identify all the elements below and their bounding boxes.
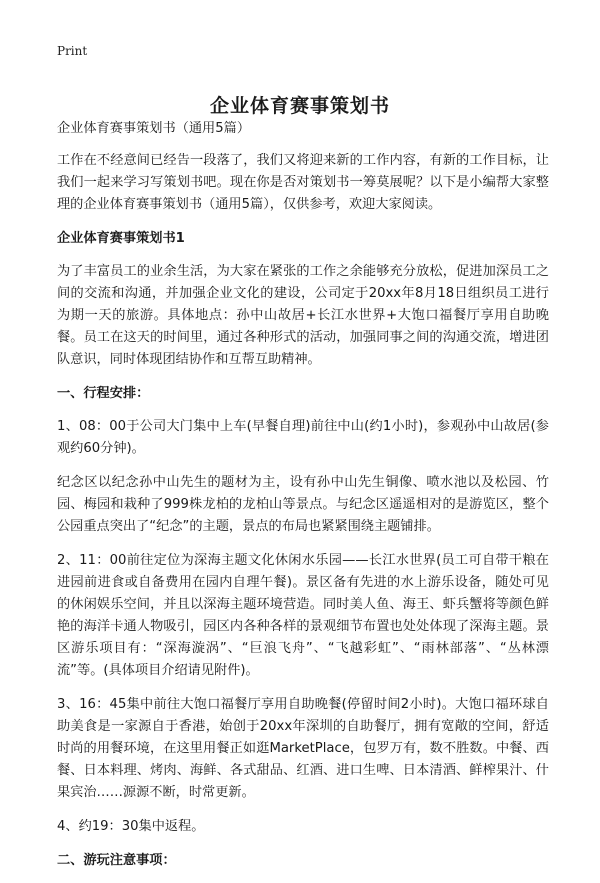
document-body (57, 118, 549, 883)
intro-paragraph: 工作在不经意间已经告一段落了，我们又将迎来新的工作内容，有新的工作目标，让我们一起来学习写策划书吧。现在你是否对策划书一筹莫展呢？以下是小编帮大家整理的企业体育赛事策划书（通用5篇），仅供参考，欢迎大家阅读。 (57, 153, 549, 212)
itinerary-heading: 一、行程安排： (57, 386, 150, 401)
page-title: 企业体育赛事策划书 (209, 94, 390, 117)
section-heading-1: 企业体育赛事策划书1 (57, 231, 185, 246)
document-subtitle: 企业体育赛事策划书（通用5篇） (57, 121, 251, 136)
print-link[interactable]: Print (57, 44, 88, 58)
itinerary-item-1-detail: 纪念区以纪念孙中山先生的题材为主，设有孙中山先生铜像、喷水池以及松园、竹园、梅园和栽种了999株龙柏的龙柏山等景点。与纪念区遥遥相对的是游览区，整个公园重点突出了“纪念”的主题，景点的布局也紧紧围绕主题铺排。 (57, 475, 549, 534)
notes-heading: 二、游玩注意事项： (57, 853, 176, 868)
section1-paragraph: 为了丰富员工的业余生活，为大家在紧张的工作之余能够充分放松，促进加深员工之间的交流和沟通，并加强企业文化的建设，公司定于20xx年8月18日组织员工进行为期一天的旅游。具体地点：孙中山故居+长江水世界+大饱口福餐厅享用自助晚餐。员工在这天的时间里，通过各种形式的活动，加强同事之间的沟通交流，增进团队意识，同时体现团结协作和互帮互助精神。 (57, 264, 549, 367)
itinerary-item-2: 2、11：00前往定位为深海主题文化休闲水乐园——长江水世界(员工可自带干粮在进园前进食或自备费用在园内自理午餐)。景区备有先进的水上游乐设备，随处可见的休闲娱乐空间，并且以深海主题环境营造。同时美人鱼、海王、虾兵蟹将等颜色鲜艳的海洋卡通人物吸引，园区内各种各样的景观细节布置也处处体现了深海主题。景区游乐项目有：“深海漩涡”、“巨浪飞舟”、“飞越彩虹”、“雨林部落”、“丛林漂流”等。(具体项目介绍请见附件)。 (57, 553, 549, 678)
itinerary-item-1: 1、08：00于公司大门集中上车(早餐自理)前往中山(约1小时)，参观孙中山故居(参观约60分钟)。 (57, 419, 549, 456)
itinerary-item-4: 4、约19：30集中返程。 (57, 819, 205, 834)
itinerary-item-3: 3、16：45集中前往大饱口福餐厅享用自助晚餐(停留时间2小时)。大饱口福环球自助美食是一家源自于香港，始创于20xx年深圳的自助餐厅，拥有宽敞的空间，舒适时尚的用餐环境，在这里用餐正如逛MarketPlace，包罗万有，数不胜数。中餐、西餐、日本料理、烤肉、海鲜、各式甜品、红酒、进口生啤、日本清酒、鲜榨果汁、什果宾治……源源不断，时常更新。 (57, 697, 549, 800)
